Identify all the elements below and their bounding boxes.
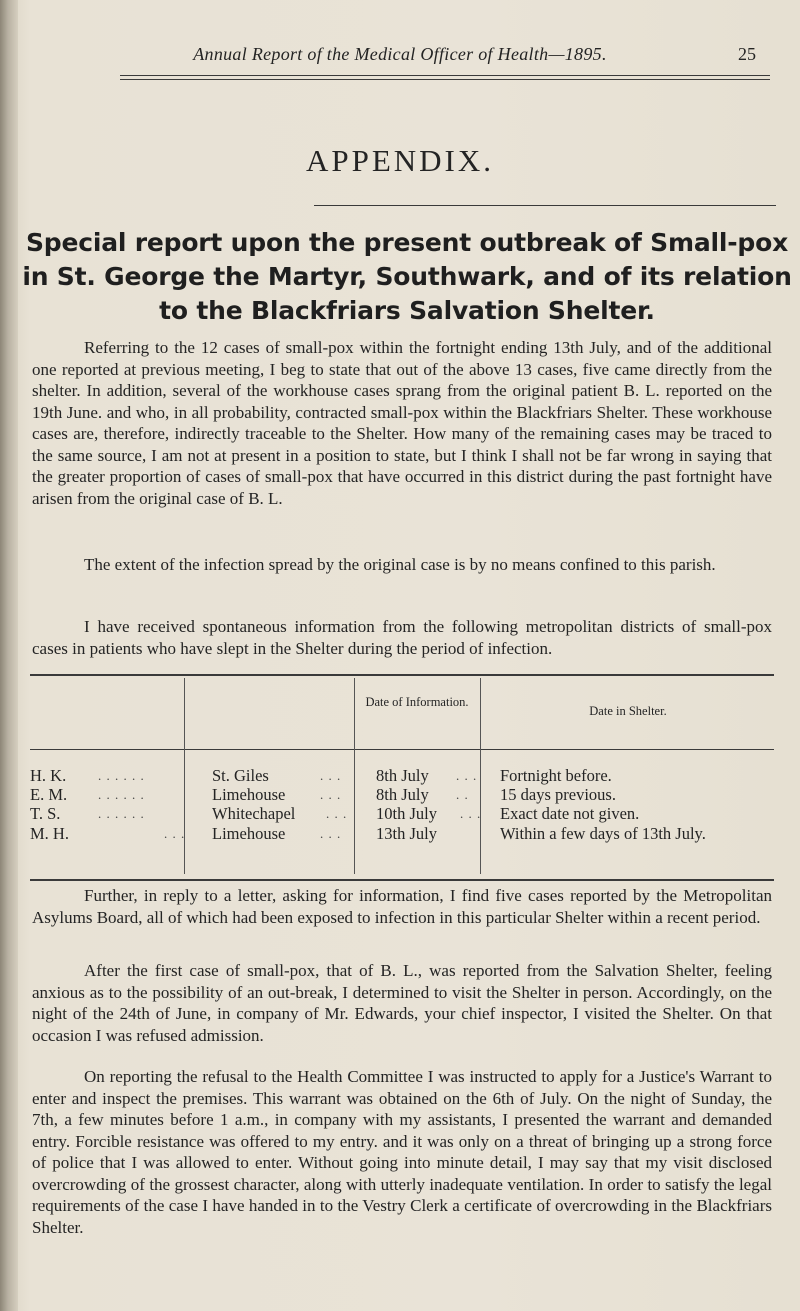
- header-date-of-information: Date of Information.: [365, 695, 469, 709]
- page-number: 25: [738, 44, 756, 64]
- table-column-divider-2: [354, 678, 355, 874]
- table-leader-dots: . . .: [326, 806, 348, 821]
- table-leader-dots: . . . . . .: [98, 768, 145, 783]
- table-top-rule: [30, 674, 774, 676]
- table-cell-date-info: 13th July: [376, 824, 437, 843]
- paragraph-5: After the first case of small-pox, that of B. L., was reported from the Salvation Shelter, feeling anxious as to the possibility of an out-break, I determined to visit the Shelter in person. Accordingly, on the night of the 24th of June, in company of Mr. Edwards, your chief inspector, I visited the Shelter. On that occasion I was refused admission.: [32, 961, 772, 1045]
- table-cell-date-shelter: 15 days previous.: [500, 785, 616, 804]
- header-rule-top: [120, 75, 770, 76]
- table-leader-dots: . . .: [320, 787, 342, 802]
- table-leader-dots: . . .: [460, 806, 482, 821]
- paragraph-3: I have received spontaneous information from the following metropolitan districts of small-pox cases in patients who have slept in the Shelter during the period of infection.: [32, 617, 772, 658]
- table-leader-dots: . . . . . .: [98, 806, 145, 821]
- table-cell-date-info: 8th July: [376, 766, 429, 785]
- appendix-heading: APPENDIX.: [305, 143, 495, 178]
- paragraph-6: On reporting the refusal to the Health Committee I was instructed to apply for a Justice's Warrant to enter and inspect the premises. This warrant was obtained on the 6th of July. On the night of Sunday, the 7th, a few minutes before 1 a.m., in company with my assistants, I presented the warrant and demanded entry. Forcible resistance was offered to my entry. and it was only on a threat of bringing up a strong force of police that I was allowed to enter. Without going into minute detail, I may say that my visit disclosed overcrowding of the grossest character, along with utterly inadequate ventilation. In order to satisfy the legal requirements of the case I have handed in to the Vestry Clerk a certificate of overcrowding in the Blackfriars Shelter.: [32, 1067, 772, 1237]
- table-column-divider-1: [184, 678, 185, 874]
- table-leader-dots: . . .: [164, 826, 186, 841]
- table-cell-date-shelter: Exact date not given.: [500, 804, 640, 823]
- table-leader-dots: . . .: [456, 768, 478, 783]
- header-rule-bottom: [120, 79, 770, 80]
- table-leader-dots: . . .: [320, 826, 342, 841]
- table-cell-name: E. M.: [30, 785, 68, 804]
- running-header: [30, 44, 770, 72]
- table-cell-district: Limehouse: [212, 785, 286, 804]
- cases-table: [30, 674, 774, 884]
- table-leader-dots: . . . . . .: [98, 787, 145, 802]
- paragraph-4: Further, in reply to a letter, asking for information, I find five cases reported by the Metropolitan Asylums Board, all of which had been exposed to infection in this particular Shelter within a recent period.: [32, 886, 772, 927]
- table-column-divider-3: [480, 678, 481, 874]
- table-header-rule: [30, 749, 774, 750]
- table-cell-district: St. Giles: [212, 766, 269, 785]
- report-title: Special report upon the present outbreak of Small-pox in St. George the Martyr, Southwark, and of its relation to the Blackfriars Salvation Shelter.: [22, 228, 792, 325]
- table-cell-name: T. S.: [30, 804, 61, 823]
- appendix-rule: [314, 205, 776, 206]
- table-cell-date-info: 10th July: [376, 804, 437, 823]
- table-leader-dots: . .: [456, 787, 469, 802]
- table-cell-district: Whitechapel: [212, 804, 296, 823]
- table-cell-date-shelter: Within a few days of 13th July.: [500, 824, 706, 843]
- table-leader-dots: . . .: [320, 768, 342, 783]
- table-cell-date-shelter: Fortnight before.: [500, 766, 612, 785]
- running-title: Annual Report of the Medical Officer of Health—1895.: [193, 44, 607, 64]
- paragraph-2: The extent of the infection spread by the original case is by no means confined to this parish.: [84, 555, 716, 574]
- paragraph-1: Referring to the 12 cases of small-pox within the fortnight ending 13th July, and of the additional one reported at previous meeting, I beg to state that out of the above 13 cases, five came directly from the shelter. In addition, several of the workhouse cases sprang from the original patient B. L. reported on the 19th June. and who, in all probability, contracted small-pox within the Blackfriars Shelter. These workhouse cases are, therefore, indirectly traceable to the Shelter. How many of the remaining cases may be traced to the same source, I am not at present in a position to state, but I think I shall not be far wrong in saying that the greater proportion of cases of small-pox that have occurred in this district during the past fortnight have arisen from the original case of B. L.: [32, 338, 772, 508]
- table-cell-name: M. H.: [30, 824, 69, 843]
- header-date-in-shelter: Date in Shelter.: [589, 704, 667, 718]
- book-spine-shadow: [0, 0, 18, 1311]
- table-cell-district: Limehouse: [212, 824, 286, 843]
- table-bottom-rule: [30, 879, 774, 881]
- table-cell-date-info: 8th July: [376, 785, 429, 804]
- table-cell-name: H. K.: [30, 766, 67, 785]
